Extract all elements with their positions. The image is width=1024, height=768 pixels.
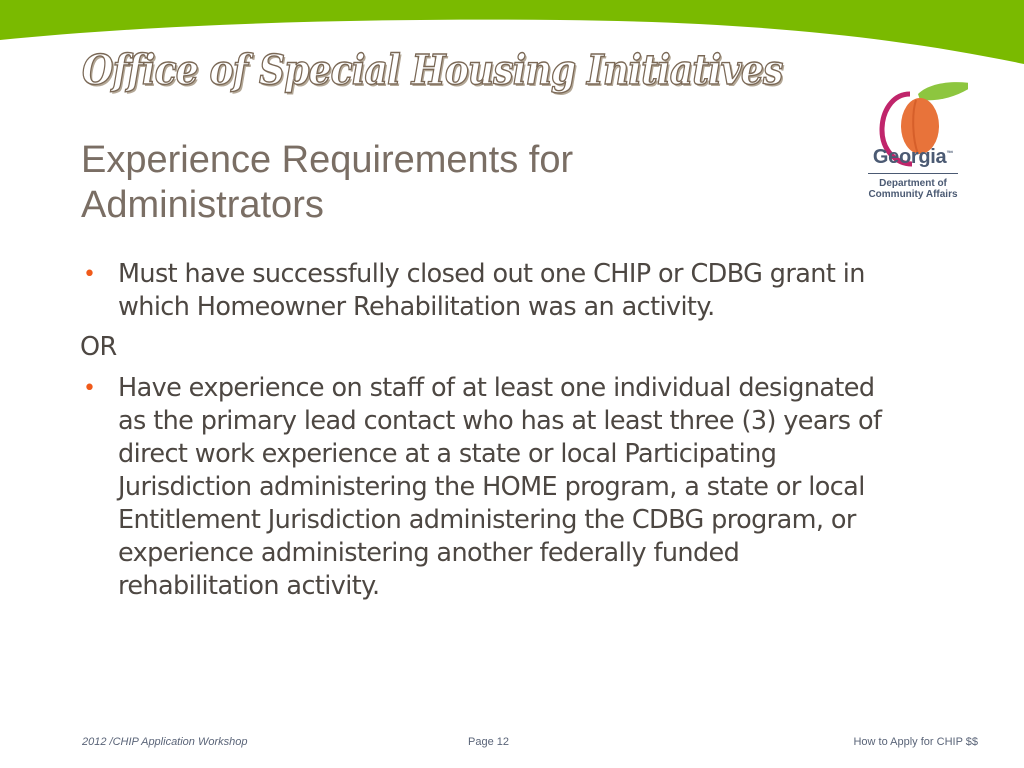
bullet-item xyxy=(80,372,900,603)
or-separator: OR xyxy=(80,332,117,362)
bullet-item xyxy=(80,258,900,324)
logo-dept-line1: Department of xyxy=(879,178,947,189)
logo-dept-line2: Community Affairs xyxy=(868,189,958,200)
logo-trademark: ™ xyxy=(946,150,954,158)
bullet-text: Have experience on staff of at least one individual designated as the primary lead contact who has at least three (3) years of direct work experience at a state or local Participating Jurisdiction administering the HOME program, a state or local Entitlement Jurisdiction administering the CDBG program, or experience administering another federally funded rehabilitation activity. xyxy=(118,373,882,601)
slide-title-line2: Administrators xyxy=(81,184,324,226)
logo-department xyxy=(858,178,968,200)
bullet-marker: • xyxy=(83,376,96,401)
logo-name-text: Georgia xyxy=(872,146,947,168)
footer-workshop: 2012 /CHIP Application Workshop xyxy=(82,736,248,748)
bullet-marker: • xyxy=(83,262,96,287)
slide-title-line1: Experience Requirements for xyxy=(81,139,574,181)
footer-page-number: Page 12 xyxy=(468,736,509,748)
office-title: Office of Special Housing Initiatives xyxy=(82,46,783,94)
slide-content xyxy=(80,258,900,603)
logo-name xyxy=(858,146,968,169)
bullet-text: Must have successfully closed out one CHIP or CDBG grant in which Homeowner Rehabilitation was an activity. xyxy=(118,259,865,322)
footer-topic: How to Apply for CHIP $$ xyxy=(853,736,978,748)
slide-title xyxy=(81,138,781,228)
logo-divider xyxy=(868,173,958,174)
